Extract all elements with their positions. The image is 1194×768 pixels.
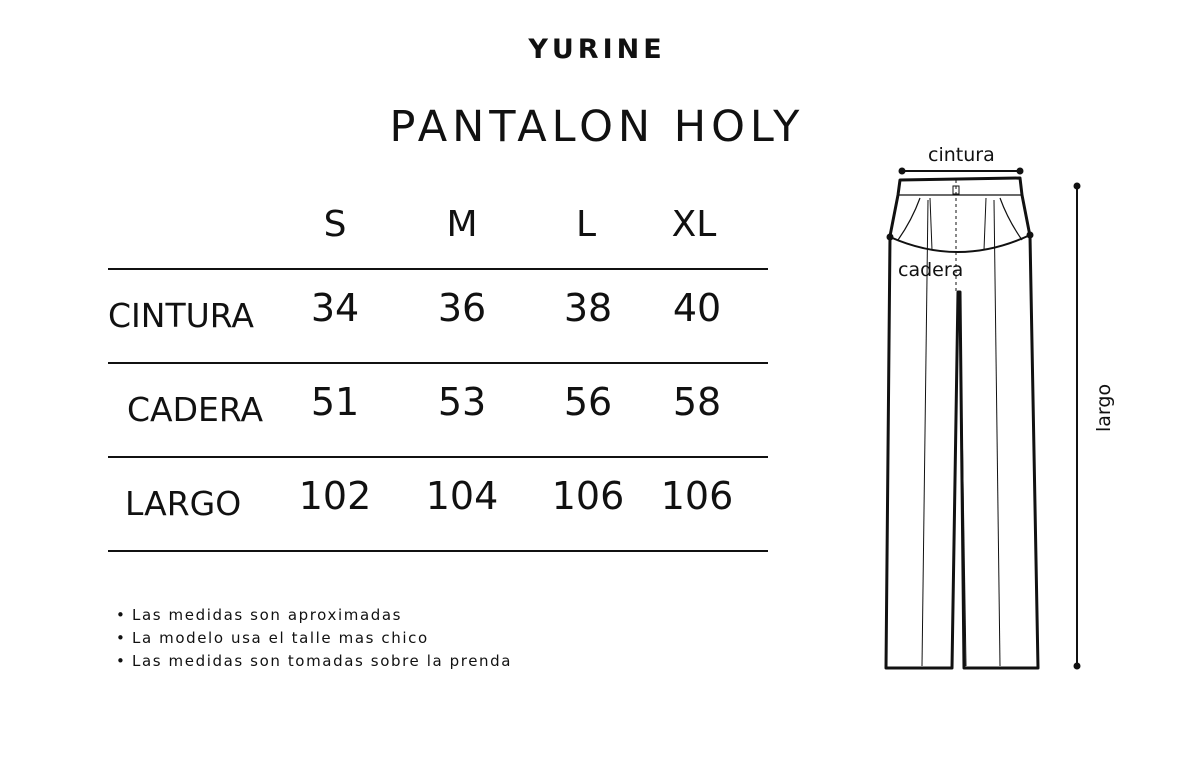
table-cell: 56 [563, 380, 613, 424]
size-header-xl: XL [671, 204, 717, 245]
brand-name: YURINE [528, 34, 666, 65]
note-item: • Las medidas son aproximadas [116, 604, 512, 627]
page-title: PANTALON HOLY [389, 102, 805, 152]
table-divider [108, 550, 768, 552]
size-header-s: S [323, 204, 347, 245]
table-cell: 34 [310, 286, 360, 330]
table-cell: 102 [298, 474, 372, 518]
row-label-cadera: CADERA [127, 390, 264, 429]
note-item: • La modelo usa el talle mas chico [116, 627, 512, 650]
table-cell: 51 [310, 380, 360, 424]
note-item: • Las medidas son tomadas sobre la prenda [116, 650, 512, 673]
table-cell: 36 [437, 286, 487, 330]
notes-list [116, 604, 512, 673]
table-divider [108, 268, 768, 270]
table-divider [108, 456, 768, 458]
waist-measure-line [899, 168, 1024, 175]
table-cell: 40 [672, 286, 722, 330]
table-cell: 106 [660, 474, 734, 518]
hip-measure-line [887, 232, 1034, 253]
table-cell: 38 [563, 286, 613, 330]
table-cell: 106 [551, 474, 625, 518]
length-measure-line [1074, 183, 1081, 670]
row-label-cintura: CINTURA [108, 296, 254, 335]
pants-diagram [860, 140, 1140, 680]
table-cell: 53 [437, 380, 487, 424]
size-header-l: L [575, 204, 597, 245]
table-cell: 104 [425, 474, 499, 518]
length-label: largo [1093, 383, 1115, 432]
size-header-m: M [446, 204, 478, 245]
table-divider [108, 362, 768, 364]
waist-label: cintura [928, 144, 995, 166]
row-label-largo: LARGO [125, 484, 242, 523]
hip-label: cadera [898, 259, 964, 281]
table-cell: 58 [672, 380, 722, 424]
